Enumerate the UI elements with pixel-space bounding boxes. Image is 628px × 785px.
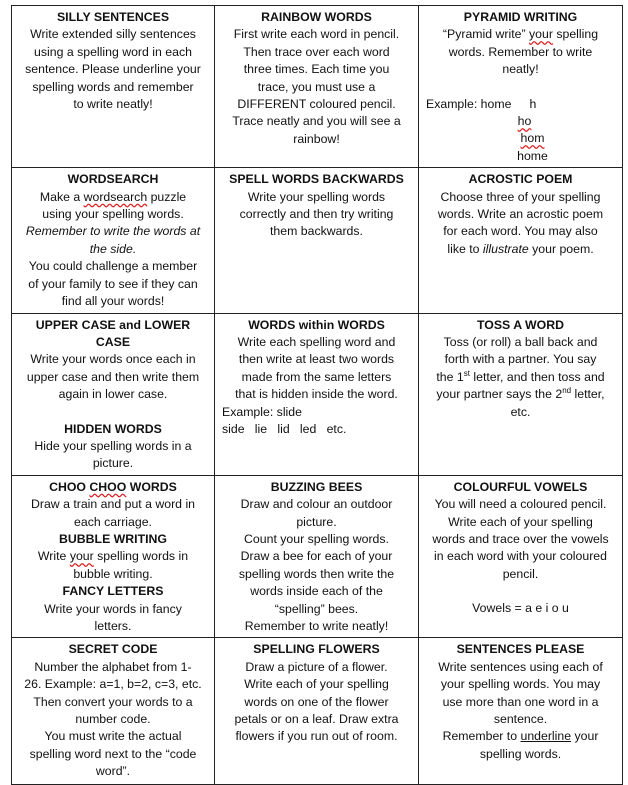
cell-text: First write each word in pencil.: [233, 27, 400, 42]
text-part: Remember to: [442, 729, 521, 744]
text-part: your poem.: [528, 241, 594, 256]
text-part: spelling: [552, 27, 599, 42]
cell-text: “spelling” bees.: [274, 601, 359, 616]
cell-text: sentence.: [493, 712, 548, 727]
spellcheck-word: your: [529, 27, 553, 42]
cell-text: letters.: [94, 619, 132, 633]
cell-title: SPELL WORDS BACKWARDS: [229, 172, 404, 187]
cell-title: WORDS within WORDS: [248, 317, 385, 332]
cell-text: Write each of your spelling: [244, 677, 389, 692]
cell-text: Draw a bee for each of your: [240, 549, 393, 564]
cell-sentences-please: [419, 638, 623, 785]
cell-text: Then convert your words to a: [33, 694, 193, 709]
cell-text: Draw a picture of a flower.: [245, 659, 388, 674]
cell-text: Write sentences using each of: [438, 659, 603, 674]
cell-title: SILLY SENTENCES: [56, 10, 170, 24]
cell-silly-sentences: [12, 6, 215, 168]
example-line: side lie lid led etc.: [222, 421, 347, 436]
cell-text: words inside each of the: [250, 584, 383, 599]
cell-title: TOSS A WORD: [477, 317, 564, 332]
cell-text: Remember to write neatly!: [244, 619, 389, 633]
cell-text: Then trace over each word: [243, 44, 390, 59]
cell-text: [15, 189, 211, 206]
text-part: Write: [37, 549, 70, 564]
cell-text: spelling word next to the “code: [29, 746, 197, 761]
cell-text: 26. Example: a=1, b=2, c=3, etc.: [24, 677, 202, 692]
underlined-word: underline: [520, 729, 572, 744]
spelling-activity-grid: [11, 5, 623, 785]
cell-buzzing-bees: [215, 475, 419, 638]
cell-text: [422, 369, 619, 386]
cell-title: SECRET CODE: [68, 642, 158, 657]
cell-choo-choo-words: [12, 475, 215, 638]
cell-title: HIDDEN WORDS: [64, 421, 162, 436]
cell-text: trace, you must use a: [257, 79, 376, 94]
spellcheck-word: wordsearch: [83, 189, 148, 204]
cell-text: in each word with your coloured: [434, 549, 607, 564]
cell-text: word”.: [95, 764, 131, 779]
example-line: Example: slide: [222, 404, 302, 419]
cell-text: Draw a train and put a word in: [30, 497, 196, 512]
text-part: puzzle: [147, 189, 187, 204]
cell-text: Number the alphabet from 1-: [34, 659, 192, 674]
cell-text: number code.: [75, 712, 151, 727]
cell-text: again in lower case.: [58, 387, 168, 402]
cell-title: SENTENCES PLEASE: [456, 642, 585, 657]
cell-text: picture.: [92, 456, 134, 471]
cell-title: ACROSTIC POEM: [468, 172, 573, 187]
ordinal-suffix: nd: [562, 386, 572, 396]
pyramid-step: home: [517, 148, 548, 163]
cell-text: [15, 548, 211, 565]
cell-text: Write each spelling word and: [237, 334, 396, 349]
cell-text: that is hidden inside the word.: [235, 387, 398, 402]
cell-text: find all your words!: [61, 294, 165, 309]
cell-text: to write neatly!: [73, 97, 153, 112]
cell-wordsearch: [12, 168, 215, 313]
spacer: [422, 79, 619, 96]
cell-upper-lower-case: [12, 313, 215, 475]
cell-rainbow-words: [215, 6, 419, 168]
cell-title: SPELLING FLOWERS: [253, 642, 380, 657]
pyramid-example-row: [422, 96, 619, 113]
cell-text: [422, 386, 619, 403]
cell-secret-code: [12, 638, 215, 785]
text-part: CHOO: [49, 479, 90, 494]
cell-text: using your spelling words.: [42, 207, 184, 222]
cell-text: Write extended silly sentences: [30, 27, 196, 42]
cell-text-italic: the side.: [89, 241, 137, 256]
cell-toss-a-word: [419, 313, 623, 475]
cell-title: RAINBOW WORDS: [261, 10, 372, 24]
cell-spell-words-backwards: [215, 168, 419, 313]
cell-title: BUBBLE WRITING: [59, 531, 167, 546]
pyramid-step-row: [422, 148, 619, 165]
cell-text: Draw and colour an outdoor: [240, 497, 393, 512]
cell-text: You will need a coloured pencil.: [434, 497, 607, 512]
cell-text: You could challenge a member: [28, 259, 198, 274]
cell-title: WORDSEARCH: [67, 172, 159, 187]
cell-text: pencil.: [502, 566, 539, 581]
cell-text: forth with a partner. You say: [444, 352, 597, 367]
cell-pyramid-writing: [419, 6, 623, 168]
cell-text: words. Remember to write: [448, 44, 593, 59]
spellcheck-word: CHOO: [89, 479, 127, 494]
cell-text: using a spelling word in each: [34, 44, 192, 59]
cell-text: words on one of the flower: [244, 694, 389, 709]
text-part: your: [571, 729, 599, 744]
cell-text: rainbow!: [293, 131, 340, 146]
spellcheck-word: your: [69, 549, 94, 564]
cell-text: Trace neatly and you will see a: [232, 114, 401, 129]
cell-text: Hide your spelling words in a: [34, 438, 192, 453]
cell-title: FANCY LETTERS: [62, 584, 164, 599]
text-part: the 1: [436, 369, 464, 384]
cell-spelling-flowers: [215, 638, 419, 785]
cell-text: made from the same letters: [241, 369, 392, 384]
cell-text: them backwards.: [270, 224, 363, 239]
cell-text: Write each of your spelling: [448, 514, 593, 529]
text-part: WORDS: [126, 479, 177, 494]
cell-text: petals or on a leaf. Draw extra: [234, 712, 399, 727]
cell-text: Choose three of your spelling: [440, 189, 601, 204]
cell-text: [422, 26, 619, 43]
cell-title: [15, 479, 211, 496]
example-label: Example: home: [426, 96, 512, 111]
cell-text: Write your spelling words: [247, 189, 386, 204]
pyramid-step: h: [529, 96, 537, 111]
cell-text: neatly!: [502, 62, 539, 77]
cell-text: upper case and then write them: [26, 369, 200, 384]
cell-text: then write at least two words: [238, 352, 395, 367]
cell-text: spelling words and remember: [32, 79, 194, 94]
cell-text: Write your words in fancy: [44, 601, 182, 616]
cell-text: for each word. You may also: [443, 224, 598, 239]
text-part: “Pyramid write”: [442, 27, 530, 42]
pyramid-step-row: [422, 130, 619, 147]
cell-text: bubble writing.: [73, 566, 153, 581]
cell-title: UPPER CASE and LOWER: [35, 317, 191, 332]
cell-text: words and trace over the vowels: [432, 531, 609, 546]
text-part: letter,: [571, 387, 605, 402]
cell-words-within-words: [215, 313, 419, 475]
text-part: Make a: [39, 189, 84, 204]
text-part: spelling words in: [93, 549, 189, 564]
cell-text: picture.: [296, 514, 337, 529]
text-part: your partner says the 2: [436, 387, 563, 402]
ordinal-suffix: st: [463, 368, 470, 378]
vowels-line: Vowels = a e i o u: [472, 601, 569, 616]
cell-text: spelling words.: [479, 746, 562, 761]
cell-text: Count your spelling words.: [244, 531, 389, 546]
cell-text: of your family to see if they can: [28, 276, 198, 291]
cell-text: You must write the actual: [44, 729, 182, 744]
cell-title: BUZZING BEES: [270, 479, 363, 494]
italic-word: illustrate: [482, 241, 529, 256]
cell-text: your spelling words. You may: [440, 677, 601, 692]
spacer: [15, 404, 211, 421]
cell-text: Toss (or roll) a ball back and: [443, 334, 598, 349]
cell-title: CASE: [95, 334, 131, 349]
cell-text: use more than one word in a: [442, 694, 599, 709]
cell-text: spelling words then write the: [238, 566, 395, 581]
text-part: like to: [447, 241, 483, 256]
cell-title: PYRAMID WRITING: [463, 10, 578, 24]
cell-text: DIFFERENT coloured pencil.: [237, 97, 396, 112]
cell-colourful-vowels: [419, 475, 623, 638]
pyramid-step-row: [422, 113, 619, 130]
cell-text: flowers if you run out of room.: [235, 729, 398, 744]
cell-text: etc.: [510, 404, 531, 419]
cell-text-italic: Remember to write the words at: [25, 224, 201, 239]
cell-text: [422, 241, 619, 258]
spacer: [422, 583, 619, 600]
cell-text: correctly and then try writing: [239, 207, 394, 222]
cell-acrostic-poem: [419, 168, 623, 313]
cell-text: [422, 728, 619, 745]
cell-title: COLOURFUL VOWELS: [453, 479, 588, 494]
cell-text: words. Write an acrostic poem: [437, 207, 604, 222]
cell-text: sentence. Please underline your: [25, 62, 201, 77]
pyramid-step: ho: [517, 114, 532, 129]
cell-text: three times. Each time you: [243, 62, 390, 77]
text-part: letter, and then toss and: [469, 369, 605, 384]
cell-text: Write your words once each in: [30, 352, 196, 367]
cell-text: each carriage.: [74, 514, 152, 529]
pyramid-step: hom: [520, 131, 545, 146]
